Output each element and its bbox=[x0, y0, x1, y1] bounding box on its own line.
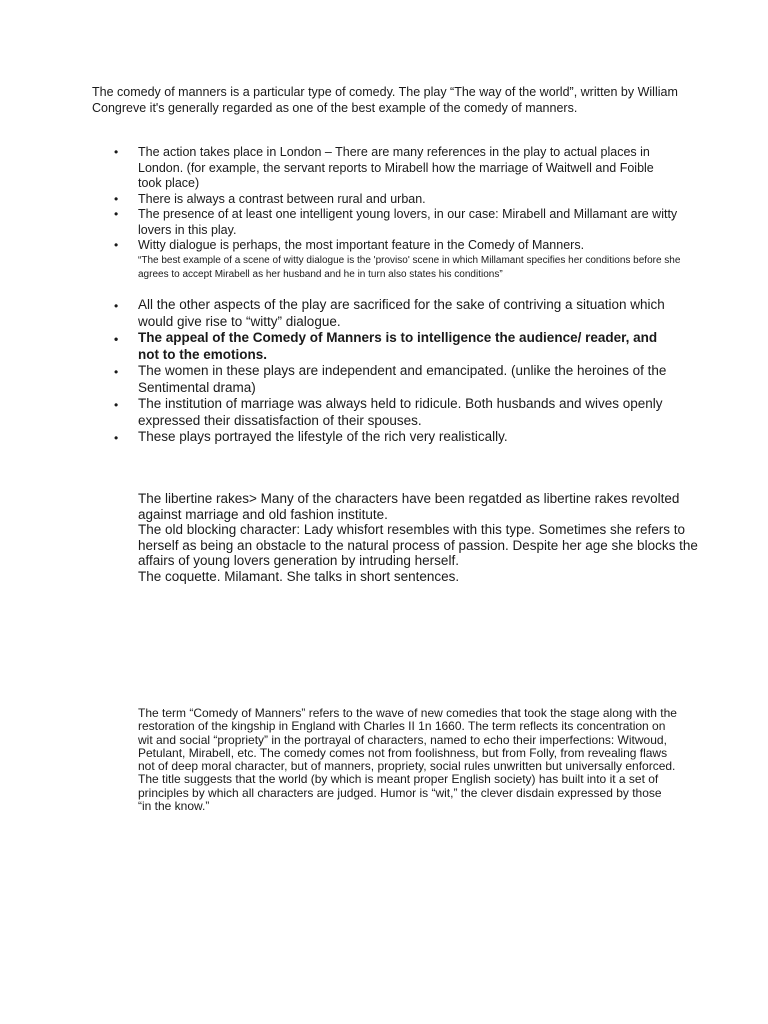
paragraph: The old blocking character: Lady whisfort resembles with this type. Sometimes she refers to herself as being an obstacle to the natural process of passion. Despite her age she blocks the affairs of young lovers generation by intruding herself. bbox=[138, 522, 698, 569]
list-item bbox=[0, 363, 768, 396]
list-item bbox=[0, 429, 768, 446]
paragraph: The libertine rakes> Many of the characters have been regatded as libertine rakes revolted against marriage and old fashion institute. bbox=[138, 491, 680, 522]
bullet-icon: • bbox=[114, 365, 119, 379]
list-item bbox=[0, 330, 768, 363]
bullet-icon: • bbox=[114, 299, 119, 313]
list-item bbox=[0, 297, 768, 330]
list-item bbox=[0, 145, 768, 192]
list-item bbox=[0, 207, 768, 238]
list-item bbox=[0, 192, 768, 208]
list-item-text: These plays portrayed the lifestyle of the rich very realistically. bbox=[138, 429, 508, 444]
list-item-text: There is always a contrast between rural and urban. bbox=[138, 191, 426, 206]
proviso-quote: “The best example of a scene of witty dialogue is the 'proviso' scene in which Millamant specifies her conditions before she agrees to accept Mirabell as her husband and he in turn also states his conditions” bbox=[138, 254, 681, 280]
list-item-text: All the other aspects of the play are sacrificed for the sake of contriving a situation which would give rise to “witty” dialogue. bbox=[138, 297, 665, 329]
bullet-icon: • bbox=[114, 238, 119, 252]
bullet-icon: • bbox=[114, 332, 119, 346]
character-types bbox=[138, 491, 698, 585]
list-item-text: The presence of at least one intelligent young lovers, in our case: Mirabell and Millamant are witty lovers in this play. bbox=[138, 207, 678, 237]
paragraph: The coquette. Milamant. She talks in short sentences. bbox=[138, 568, 460, 584]
intro-paragraph: The comedy of manners is a particular type of comedy. The play “The way of the world”, written by William Congreve it's generally regarded as one of the best example of the comedy of manners. bbox=[92, 85, 678, 115]
list-item bbox=[0, 238, 768, 282]
list-item-text: The action takes place in London – There are many references in the play to actual places in London. (for example, the servant reports to Mirabell how the marriage of Waitwell and Foible took place) bbox=[138, 145, 654, 190]
list-item-text: Witty dialogue is perhaps, the most important feature in the Comedy of Manners. bbox=[138, 238, 585, 252]
list-item bbox=[0, 396, 768, 429]
term-definition-paragraph: The term “Comedy of Manners” refers to the wave of new comedies that took the stage along with the restoration of the kingship in England with Charles II 1n 1660. The term reflects its concentration on wit and social “propriety” in the portrayal of characters, named to echo their imperfections: Witwoud, Petulant, Mirabell, etc. The comedy comes not from foolishness, but from Folly, from revealing flaws not of deep moral character, but of manners, propriety, social rules unwritten but universally enforced. The title suggests that the world (by which is meant proper English society) has built into it a set of principles by which all characters are judged. Humor is “wit,” the clever disdain expressed by those “in the know.” bbox=[138, 706, 677, 814]
bullet-icon: • bbox=[114, 191, 119, 206]
bullet-icon: • bbox=[114, 207, 119, 221]
list-item-text: The women in these plays are independent and emancipated. (unlike the heroines of the Sentimental drama) bbox=[138, 363, 667, 395]
list-item-text: The appeal of the Comedy of Manners is to intelligence the audience/ reader, and not to the emotions. bbox=[138, 330, 658, 362]
bullet-icon: • bbox=[114, 431, 119, 445]
bullet-icon: • bbox=[114, 145, 119, 159]
aspects-list bbox=[0, 297, 768, 446]
bullet-icon: • bbox=[114, 398, 119, 412]
features-list bbox=[0, 145, 768, 282]
list-item-text: The institution of marriage was always held to ridicule. Both husbands and wives openly expressed their dissatisfaction of their spouses. bbox=[138, 396, 663, 428]
